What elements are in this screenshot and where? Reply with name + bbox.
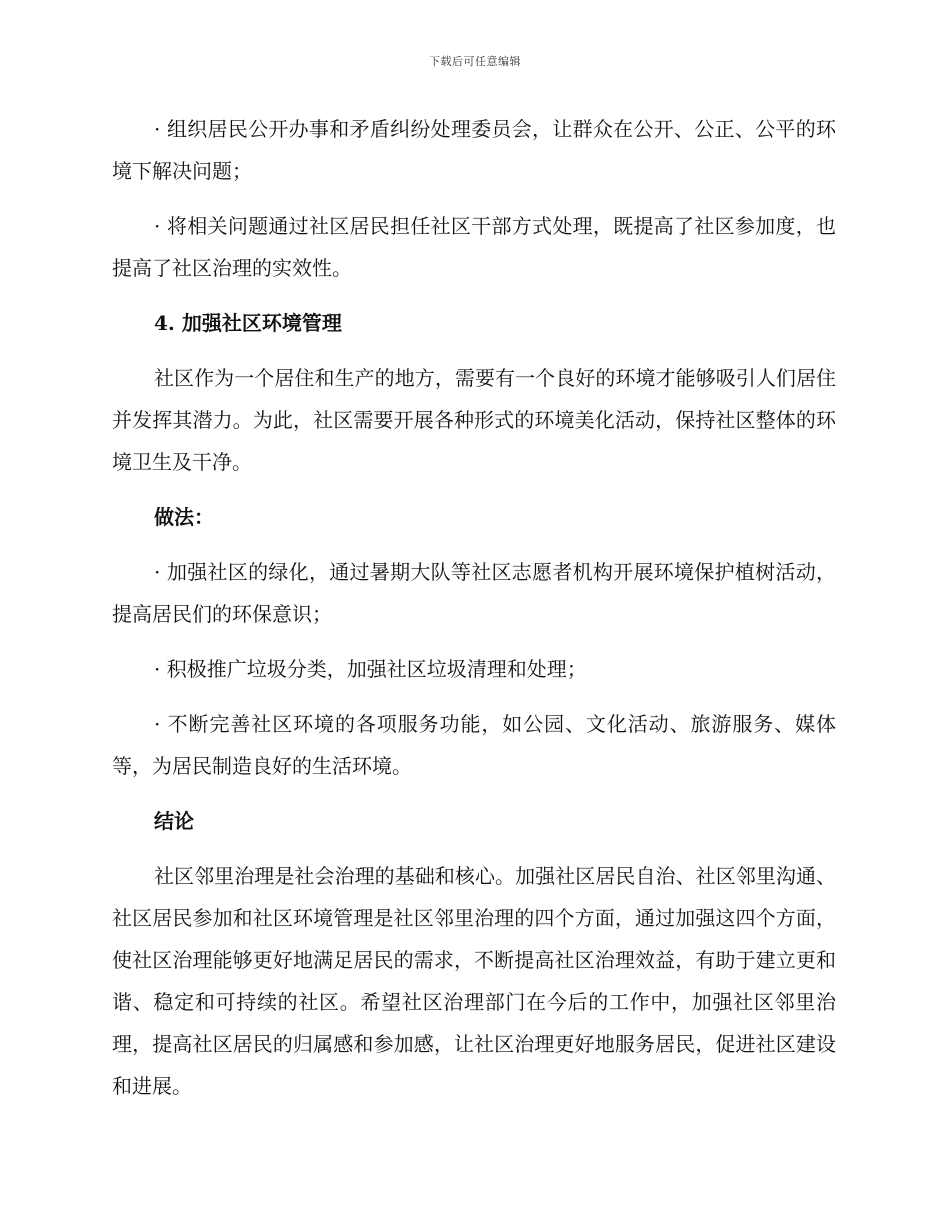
bullet-item-garbage-sorting: · 积极推广垃圾分类，加强社区垃圾清理和处理； [154,657,587,681]
bullet-item-public-affairs-committee: · 组织居民公开办事和矛盾纠纷处理委员会，让群众在公开、公正、公平的环境下解决问题； [112,117,836,183]
section-heading-environment: 4. 加强社区环境管理 [154,311,342,335]
section-heading-conclusion: 结论 [154,809,194,833]
bullet-item-resident-cadres: · 将相关问题通过社区居民担任社区干部方式处理，既提高了社区参加度，也提高了社区治理的实效性。 [112,214,836,280]
paragraph-conclusion: 社区邻里治理是社会治理的基础和核心。加强社区居民自治、社区邻里沟通、社区居民参加和社区环境管理是社区邻里治理的四个方面，通过加强这四个方面，使社区治理能够更好地满足居民的需求，不断提高社区治理效益，有助于建立更和谐、稳定和可持续的社区。希望社区治理部门在今后的工作中，加强社区邻里治理，提高社区居民的归属感和参加感，让社区治理更好地服务居民，促进社区建设和进展。 [112,864,836,1098]
page-header: 下载后可任意编辑 [429,55,521,68]
bullet-item-greening: · 加强社区的绿化，通过暑期大队等社区志愿者机构开展环境保护植树活动，提高居民们的环保意识； [112,560,836,626]
paragraph-environment-intro: 社区作为一个居住和生产的地方，需要有一个良好的环境才能够吸引人们居住并发挥其潜力。为此，社区需要开展各种形式的环境美化活动，保持社区整体的环境卫生及干净。 [112,366,836,474]
bullet-item-service-functions: · 不断完善社区环境的各项服务功能，如公园、文化活动、旅游服务、媒体等，为居民制造良好的生活环境。 [112,712,836,778]
subheading-methods: 做法： [154,505,214,529]
document-body [112,108,836,1120]
